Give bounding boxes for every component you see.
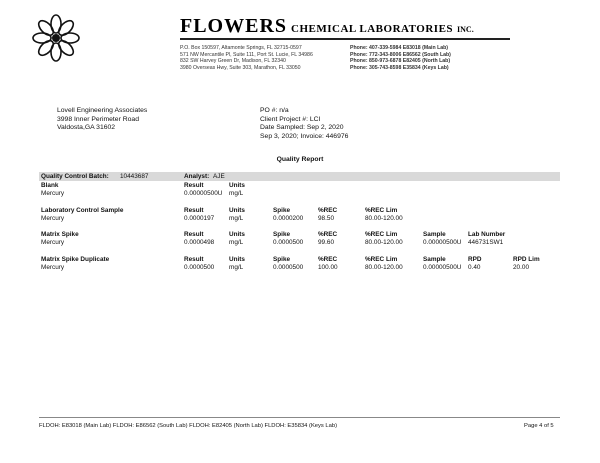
client-street: 3998 Inner Perimeter Road bbox=[57, 115, 139, 123]
phone-line: Phone: 407-339-5984 E83018 (Main Lab) bbox=[350, 45, 449, 51]
rec-cell: 98.50 bbox=[318, 215, 334, 222]
col-header: Spike bbox=[273, 231, 291, 238]
ms-title: Matrix Spike bbox=[41, 231, 79, 238]
lab-number-cell: 446731SW1 bbox=[468, 239, 504, 246]
phone-line: Phone: 305-743-8598 E35834 (Keys Lab) bbox=[350, 64, 449, 71]
col-header: %REC bbox=[318, 256, 338, 263]
client-name: Lovell Engineering Associates bbox=[57, 107, 148, 114]
col-header: Lab Number bbox=[468, 231, 506, 238]
col-header: Result bbox=[184, 256, 204, 263]
rec-cell: 100.00 bbox=[318, 264, 338, 271]
col-header: %REC Lim bbox=[365, 231, 398, 238]
order-info bbox=[260, 107, 348, 141]
company-inc: INC. bbox=[457, 25, 474, 34]
address-line: P.O. Box 150597, Altamonte Springs, FL 32715-0597 bbox=[180, 45, 302, 51]
rec-lim-cell: 80.00-120.00 bbox=[365, 215, 403, 222]
msd-title: Matrix Spike Duplicate bbox=[41, 256, 110, 263]
result-cell: 0.0000500 bbox=[184, 264, 215, 271]
result-cell: 0.0000197 bbox=[184, 215, 215, 222]
units-cell: mg/L bbox=[229, 239, 244, 246]
analyte-cell: Mercury bbox=[41, 190, 65, 197]
blank-title: Blank bbox=[41, 182, 59, 189]
footer-rule bbox=[39, 417, 560, 418]
qc-batch-bar bbox=[39, 172, 560, 181]
phone-line: Phone: 772-343-8006 E86562 (South Lab) bbox=[350, 51, 451, 58]
col-header: %REC Lim bbox=[365, 256, 398, 263]
units-cell: mg/L bbox=[229, 215, 244, 222]
company-sub: CHEMICAL LABORATORIES bbox=[291, 23, 454, 35]
col-header: Units bbox=[229, 231, 245, 238]
phone-list bbox=[350, 45, 451, 71]
col-header: %REC Lim bbox=[365, 207, 398, 214]
col-header: Spike bbox=[273, 207, 291, 214]
analyte-cell: Mercury bbox=[41, 215, 65, 222]
col-header: Units bbox=[229, 182, 245, 189]
col-header: %REC bbox=[318, 207, 338, 214]
footer-labs: FLDOH: E83018 (Main Lab) FLDOH: E86562 (South Lab) FLDOH: E82405 (North Lab) FLDOH: E35834 (Keys Lab) bbox=[39, 423, 338, 429]
address-line: 3980 Overseas Hwy, Suite 303, Marathon, FL 33050 bbox=[180, 64, 301, 71]
client-city: Valdosta,GA 31602 bbox=[57, 124, 116, 132]
lcs-title: Laboratory Control Sample bbox=[41, 207, 124, 214]
address-line: 832 SW Harvey Green Dr, Madison, FL 32340 bbox=[180, 58, 286, 65]
rpd-lim-cell: 20.00 bbox=[513, 264, 529, 271]
analyst-value: AJE bbox=[213, 173, 225, 180]
result-cell: 0.0000498 bbox=[184, 239, 215, 246]
analyte-cell: Mercury bbox=[41, 239, 65, 246]
header-rule bbox=[180, 38, 510, 40]
col-header: Units bbox=[229, 207, 245, 214]
page-number: Page 4 of 5 bbox=[524, 423, 554, 429]
company-main: FLOWERS bbox=[180, 15, 288, 37]
spike-cell: 0.0000200 bbox=[273, 215, 304, 222]
company-name bbox=[180, 15, 474, 38]
invoice-info: Sep 3, 2020; Invoice: 446976 bbox=[260, 132, 349, 140]
rpd-cell: 0.40 bbox=[468, 264, 481, 271]
analyst-label: Analyst: bbox=[184, 173, 210, 180]
rec-lim-cell: 80.00-120.00 bbox=[365, 239, 403, 246]
col-header: RPD Lim bbox=[513, 256, 540, 263]
date-sampled: Date Sampled: Sep 2, 2020 bbox=[260, 124, 344, 132]
client-project: Client Project #: LCI bbox=[260, 115, 321, 123]
rec-cell: 99.60 bbox=[318, 239, 334, 246]
col-header: Sample bbox=[423, 231, 446, 238]
result-cell: 0.00000500U bbox=[184, 190, 223, 197]
col-header: Result bbox=[184, 182, 204, 189]
col-header: RPD bbox=[468, 256, 482, 263]
qc-batch-label: Quality Control Batch: bbox=[41, 173, 109, 180]
address-line: 571 NW Mercantile Pl, Suite 111, Port St. Lucie, FL 34986 bbox=[180, 51, 313, 58]
col-header: Units bbox=[229, 256, 245, 263]
col-header: Spike bbox=[273, 256, 291, 263]
address-list bbox=[180, 45, 313, 71]
spike-cell: 0.0000500 bbox=[273, 239, 304, 246]
col-header: Result bbox=[184, 231, 204, 238]
col-header: Sample bbox=[423, 256, 446, 263]
flower-logo-icon bbox=[32, 14, 80, 62]
spike-cell: 0.0000500 bbox=[273, 264, 304, 271]
qc-batch-value: 10443687 bbox=[120, 173, 149, 180]
po-number: PO #: n/a bbox=[260, 107, 289, 114]
analyte-cell: Mercury bbox=[41, 264, 65, 271]
report-title: Quality Report bbox=[276, 156, 324, 163]
sample-cell: 0.00000500U bbox=[423, 239, 462, 246]
client-address bbox=[57, 107, 147, 133]
phone-line: Phone: 850-973-6878 E82405 (North Lab) bbox=[350, 58, 451, 65]
col-header: %REC bbox=[318, 231, 338, 238]
units-cell: mg/L bbox=[229, 264, 244, 271]
col-header: Result bbox=[184, 207, 204, 214]
sample-cell: 0.00000500U bbox=[423, 264, 462, 271]
units-cell: mg/L bbox=[229, 190, 244, 197]
rec-lim-cell: 80.00-120.00 bbox=[365, 264, 403, 271]
